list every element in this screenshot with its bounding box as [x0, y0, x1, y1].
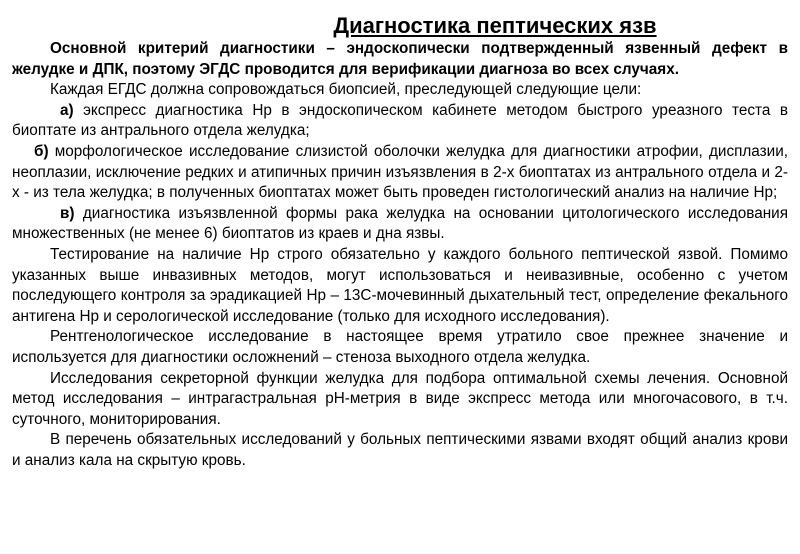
paragraph-hp-testing: Тестирование на наличие Нр строго обязательно у каждого больного пептической язвой. Помимо указанных выше инвазивных методов, могут использоваться и неивазивные, особенно с учетом последующего контроля за эрадикацией Нр – 13С-мочевинный дыхательный тест, определение фекального антигена Нр и серологической исследование (только для исходного исследования). [12, 245, 788, 325]
paragraph-goal-c [12, 204, 788, 245]
page-title: Диагностика пептических язв [333, 13, 657, 38]
goal-c-text: диагностика изъязвленной формы рака желудка на основании цитологического исследования множественных (не менее 6) биоптатов из краев и дна язвы. [12, 204, 788, 243]
goal-a-text: экспресс диагностика Нр в эндоскопическом кабинете методом быстрого уреазного теста в биоптате из антрального отдела желудка; [12, 101, 788, 140]
paragraph-goal-a [12, 101, 788, 142]
paragraph-secretory-function: Исследования секреторной функции желудка для подбора оптимальной схемы лечения. Основной метод исследования – интрагастральная рН-метрия в виде экспресс метода или многочасового, в т.ч. суточного, мониторирования. [12, 369, 788, 428]
paragraph-xray: Рентгенологическое исследование в настоящее время утратило свое прежнее значение и используется для диагностики осложнений – стеноза выходного отдела желудка. [12, 328, 788, 366]
paragraph-main-criterion: Основной критерий диагностики – эндоскопически подтвержденный язвенный дефект в желудке и ДПК, поэтому ЭГДС проводится для верификации диагноза во всех случаях. [12, 40, 788, 78]
paragraph-biopsy-goals: Каждая ЕГДС должна сопровождаться биопсией, преследующей следующие цели: [50, 81, 642, 99]
goal-b-text: морфологическое исследование слизистой оболочки желудка для диагностики атрофии, дисплазии, неоплазии, исключение редких и атипичных причин изъязвления в 2-х биоптатах из антрального отдела и 2-х - из тела желудка; в полученных биоптатах может быть проведен гистологический анализ на наличие Нр; [12, 142, 788, 202]
paragraph-goal-b [12, 142, 788, 204]
goal-c-label: в) [60, 204, 75, 222]
goal-a-label: а) [60, 101, 74, 119]
paragraph-mandatory-tests: В перечень обязательных исследований у больных пептическими язвами входят общий анализ крови и анализ кала на скрытую кровь. [12, 431, 788, 469]
document-body [12, 39, 788, 471]
goal-b-label: б) [34, 142, 49, 160]
